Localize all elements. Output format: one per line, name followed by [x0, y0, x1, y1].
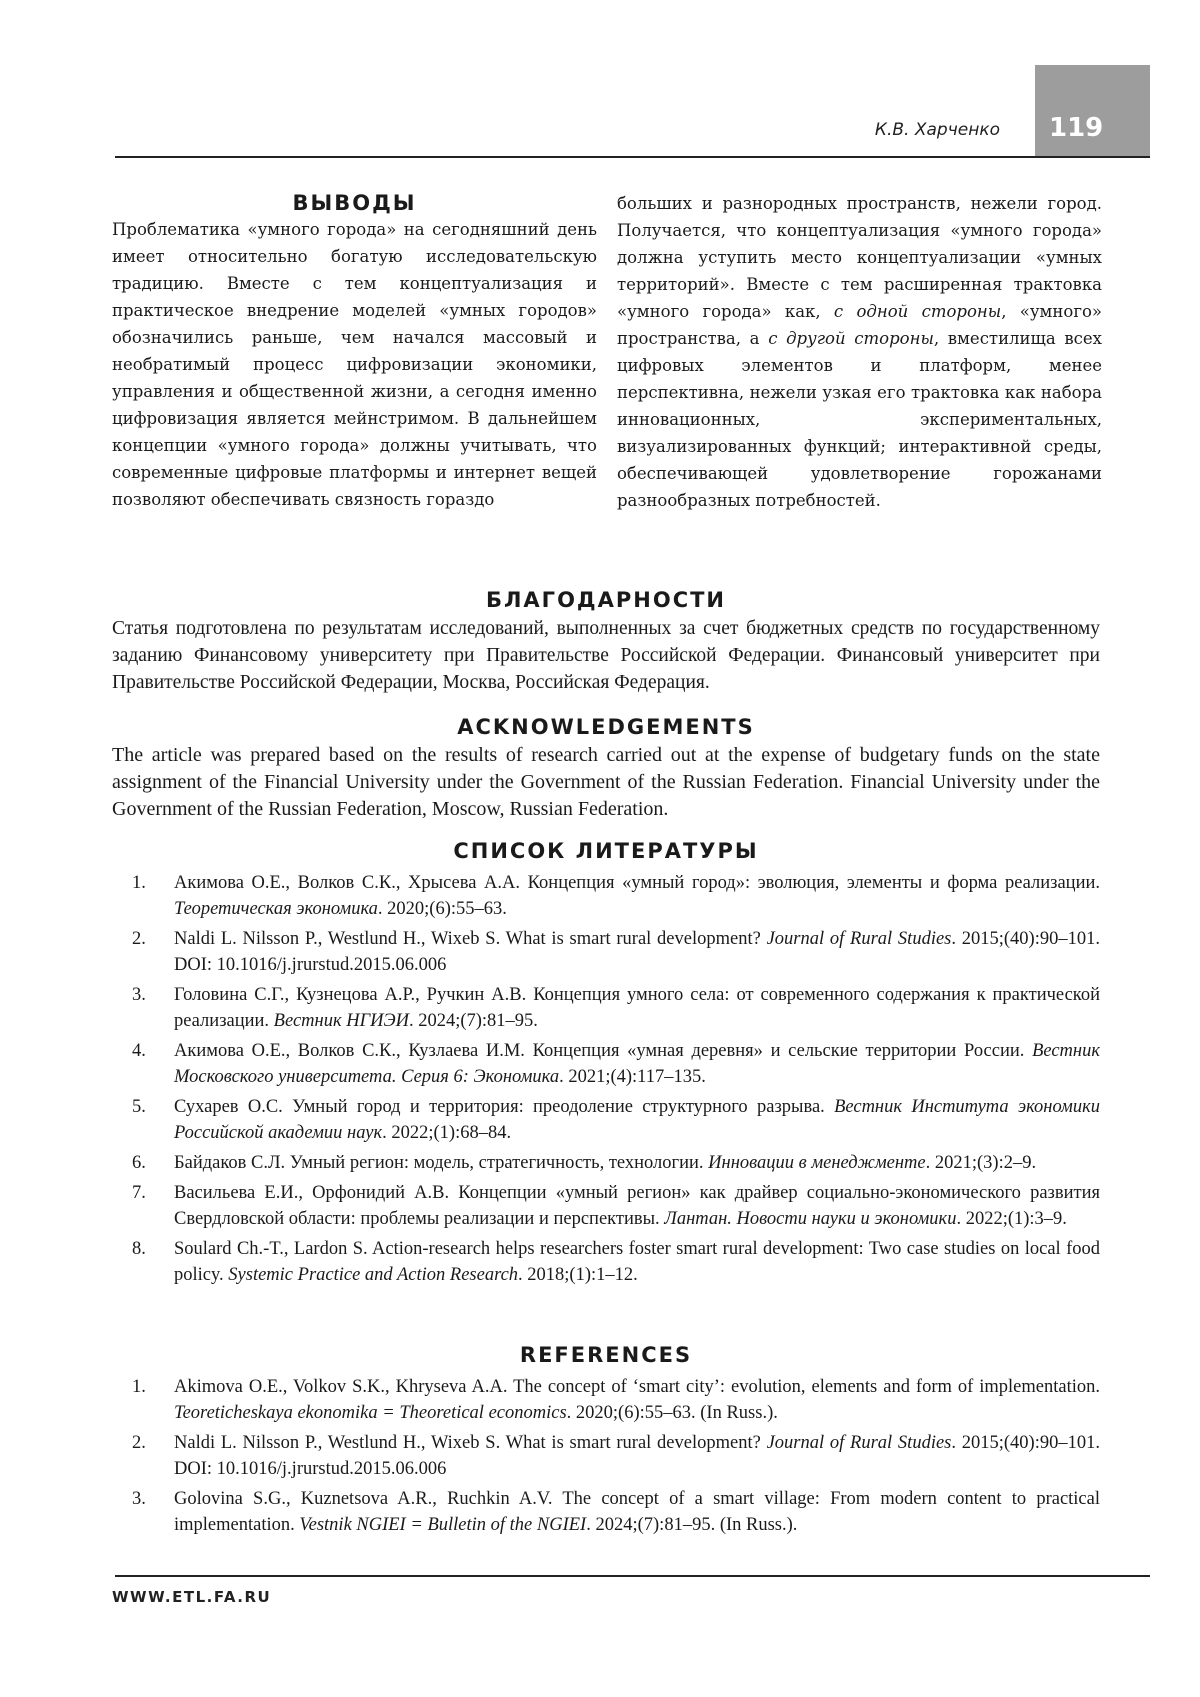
literature-item: 4. Акимова О.Е., Волков С.К., Кузлаева И.М. Концепция «умная деревня» и сельские территории России. Вестник Московского университета. Серия 6: Экономика. 2021;(4):117–135.	[132, 1041, 1100, 1087]
literature-section	[112, 836, 1100, 1292]
conclusions-column-left	[112, 190, 597, 514]
references-section	[112, 1340, 1100, 1542]
conclusions-heading: ВЫВОДЫ	[292, 191, 417, 215]
footer-url[interactable]: WWW.ETL.FA.RU	[112, 1588, 272, 1606]
literature-item: 6. Байдаков С.Л. Умный регион: модель, стратегичность, технологии. Инновации в менеджменте. 2021;(3):2–9.	[132, 1153, 1037, 1173]
thanks-heading: БЛАГОДАРНОСТИ	[485, 588, 727, 612]
literature-item: 7. Васильева Е.И., Орфонидий А.В. Концепции «умный регион» как драйвер социально-экономического развития Свердловской области: проблемы реализации и перспективы. Лантан. Новости науки и экономики. 2022;(1):3–9.	[132, 1183, 1100, 1229]
reference-item: 1. Akimova O.E., Volkov S.K., Khryseva A.A. The concept of ‘smart city’: evolution, elements and form of implementation. Teoreticheskaya ekonomika = Theoretical economics. 2020;(6):55–63. (In Russ.).	[132, 1377, 1100, 1423]
conclusions-text-left: Проблематика «умного города» на сегодняшний день имеет относительно богатую исследовательскую традицию. Вместе с тем концептуализация и практическое внедрение моделей «умных городов» обозначились раньше, чем начался массовый и необратимый процесс цифровизации экономики, управления и общественной жизни, а сегодня именно цифровизация является мейнстримом. В дальнейшем концепции «умного города» должны учитывать, что современные цифровые платформы и интернет вещей позволяют обеспечивать связность гораздо	[112, 220, 597, 509]
references-heading: REFERENCES	[519, 1343, 693, 1367]
conclusions-column-right	[617, 190, 1102, 514]
reference-item: 3. Golovina S.G., Kuznetsova A.R., Ruchkin A.V. The concept of a smart village: From modern content to practical implementation. Vestnik NGIEI = Bulletin of the NGIEI. 2024;(7):81–95. (In Russ.).	[132, 1489, 1100, 1535]
header-divider	[115, 156, 1150, 158]
acknowledgements-heading: ACKNOWLEDGEMENTS	[457, 715, 755, 739]
page-number: 119	[1049, 113, 1104, 143]
literature-item: 2. Naldi L. Nilsson P., Westlund H., Wixeb S. What is smart rural development? Journal of Rural Studies. 2015;(40):90–101. DOI: 10.1016/j.jrurstud.2015.06.006	[132, 929, 1100, 975]
literature-item: 8. Soulard Ch.-T., Lardon S. Action-research helps researchers foster smart rural development: Two case studies on local food policy. Systemic Practice and Action Research. 2018;(1):1–12.	[132, 1239, 1100, 1285]
literature-item: 3. Головина С.Г., Кузнецова А.Р., Ручкин А.В. Концепция умного села: от современного содержания к практической реализации. Вестник НГИЭИ. 2024;(7):81–95.	[132, 985, 1100, 1031]
literature-item: 5. Сухарев О.С. Умный город и территория: преодоление структурного разрыва. Вестник Института экономики Российской академии наук. 2022;(1):68–84.	[132, 1097, 1100, 1143]
conclusions-text-right: больших и разнородных пространств, нежели город. Получается, что концептуализация «умного города» должна уступить место концептуализации «умных территорий». Вместе с тем расширенная трактовка «умного города» как, с одной стороны, «умного» пространства, а с другой стороны, вместилища всех цифровых элементов и платформ, менее перспективна, нежели узкая его трактовка как набора инновационных, экспериментальных, визуализированных функций; интерактивной среды, обеспечивающей удовлетворение горожанами разнообразных потребностей.	[617, 194, 1102, 510]
acknowledgements-text: The article was prepared based on the results of research carried out at the expense of budgetary funds on the state assignment of the Financial University under the Government of the Russian Federation. Financial University under the Government of the Russian Federation, Moscow, Russian Federation.	[112, 744, 1100, 820]
thanks-section	[112, 585, 1100, 696]
literature-item: 1. Акимова О.Е., Волков С.К., Хрысева А.А. Концепция «умный город»: эволюция, элементы и форма реализации. Теоретическая экономика. 2020;(6):55–63.	[132, 873, 1100, 919]
reference-item: 2. Naldi L. Nilsson P., Westlund H., Wixeb S. What is smart rural development? Journal of Rural Studies. 2015;(40):90–101. DOI: 10.1016/j.jrurstud.2015.06.006	[132, 1433, 1100, 1479]
running-header-author: К.В. Харченко	[874, 120, 1000, 140]
conclusions-section	[112, 190, 1102, 514]
literature-list	[112, 870, 1100, 1288]
thanks-text: Статья подготовлена по результатам исследований, выполненных за счет бюджетных средств по государственному заданию Финансовому университету при Правительстве Российской Федерации. Финансовый университет при Правительстве Российской Федерации, Москва, Российская Федерация.	[112, 618, 1100, 693]
literature-heading: СПИСОК ЛИТЕРАТУРЫ	[453, 839, 759, 863]
references-list	[112, 1374, 1100, 1538]
page-number-box	[1035, 65, 1150, 157]
acknowledgements-section	[112, 712, 1100, 823]
footer-divider	[115, 1575, 1150, 1577]
